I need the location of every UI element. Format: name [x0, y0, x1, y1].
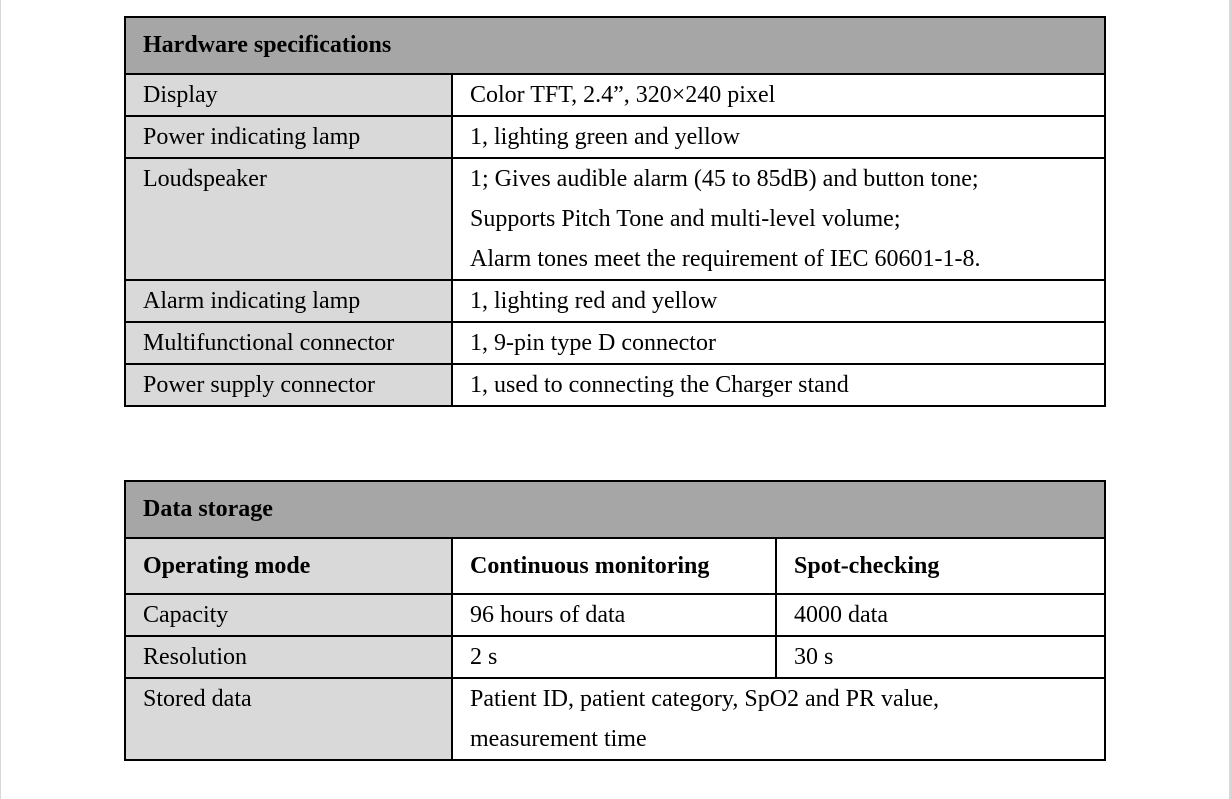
table-row: [125, 116, 1105, 158]
row-label: Resolution: [125, 636, 452, 678]
table-row: [125, 74, 1105, 116]
spot-value: 4000 data: [776, 594, 1105, 636]
page-edge-left: [0, 0, 1, 799]
row-value: [452, 322, 1105, 364]
row-label: Alarm indicating lamp: [125, 280, 452, 322]
value-line: 1, used to connecting the Charger stand: [470, 372, 849, 398]
column-header-row: [125, 538, 1105, 594]
row-label: Loudspeaker: [125, 158, 452, 280]
row-label: Power indicating lamp: [125, 116, 452, 158]
value-line: 1, 9-pin type D connector: [470, 330, 716, 356]
column-header-continuous-monitoring: Continuous monitoring: [452, 538, 776, 594]
spot-value: 30 s: [776, 636, 1105, 678]
table-title: Hardware specifications: [125, 17, 1105, 74]
row-value: [452, 74, 1105, 116]
table-row: [125, 636, 1105, 678]
table-row: [125, 364, 1105, 406]
value-line: 1, lighting green and yellow: [470, 124, 740, 150]
row-value: [452, 280, 1105, 322]
row-label: Display: [125, 74, 452, 116]
row-label: Power supply connector: [125, 364, 452, 406]
column-header-spot-checking: Spot-checking: [776, 538, 1105, 594]
column-header-operating-mode: Operating mode: [125, 538, 452, 594]
table-row: [125, 594, 1105, 636]
table-row: [125, 678, 1105, 760]
value-line: Supports Pitch Tone and multi-level volume;: [470, 206, 901, 232]
row-label: Capacity: [125, 594, 452, 636]
hardware-specifications-table: [124, 16, 1106, 407]
data-storage-table: [124, 480, 1106, 761]
table-row: [125, 322, 1105, 364]
table-row: [125, 158, 1105, 280]
value-line: Alarm tones meet the requirement of IEC 60601-1-8.: [470, 246, 981, 272]
row-label: Stored data: [125, 678, 452, 760]
table-header-row: [125, 481, 1105, 538]
table-title: Data storage: [125, 481, 1105, 538]
row-value: [452, 116, 1105, 158]
value-line: Patient ID, patient category, SpO2 and PR value,: [470, 686, 940, 712]
stored-data-value: [452, 678, 1105, 760]
value-line: measurement time: [470, 726, 647, 752]
continuous-value: 96 hours of data: [452, 594, 776, 636]
value-line: 1; Gives audible alarm (45 to 85dB) and button tone;: [470, 166, 979, 192]
row-value: [452, 364, 1105, 406]
continuous-value: 2 s: [452, 636, 776, 678]
value-line: 1, lighting red and yellow: [470, 288, 718, 314]
row-value: [452, 158, 1105, 280]
row-label: Multifunctional connector: [125, 322, 452, 364]
value-line: Color TFT, 2.4”, 320×240 pixel: [470, 82, 776, 108]
table-row: [125, 280, 1105, 322]
table-header-row: [125, 17, 1105, 74]
